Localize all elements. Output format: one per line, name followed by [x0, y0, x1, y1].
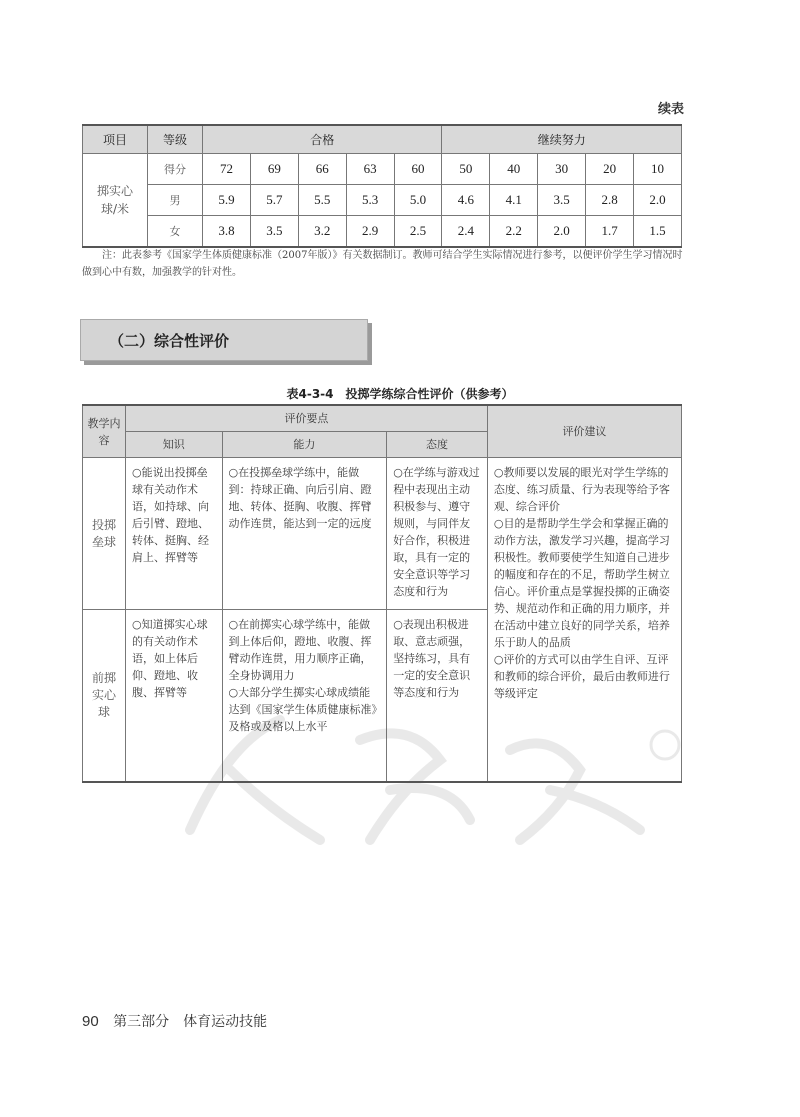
page-number: 90 [82, 1013, 99, 1030]
publisher-watermark [170, 700, 690, 860]
score-cell: 63 [346, 154, 394, 185]
male-cell: 5.0 [394, 185, 442, 216]
male-cell: 5.9 [203, 185, 251, 216]
header-ability: 能力 [222, 432, 387, 458]
header-keep-trying: 继续努力 [442, 125, 682, 154]
table-row [83, 154, 682, 185]
male-cell: 5.7 [250, 185, 298, 216]
female-cell: 2.9 [346, 216, 394, 248]
header-key-points: 评价要点 [126, 405, 488, 432]
score-cell: 40 [490, 154, 538, 185]
male-cell: 2.0 [634, 185, 682, 216]
score-cell: 60 [394, 154, 442, 185]
attitude-cell: ○表现出积极进取、意志顽强，坚持练习，具有一定的安全意识等态度和行为 [387, 610, 488, 782]
score-table [82, 124, 682, 248]
male-cell: 5.3 [346, 185, 394, 216]
row-label: 男 [148, 185, 203, 216]
content-label: 前掷实心球 [83, 610, 126, 782]
male-cell: 4.1 [490, 185, 538, 216]
male-cell: 2.8 [586, 185, 634, 216]
footer-text: 第三部分 体育运动技能 [113, 1014, 268, 1030]
attitude-cell: ○在学练与游戏过程中表现出主动积极参与、遵守规则，与同伴友好合作，积极进取，具有一定的安全意识等学习态度和行为 [387, 458, 488, 610]
row-label: 女 [148, 216, 203, 248]
female-cell: 2.2 [490, 216, 538, 248]
header-grade: 等级 [148, 125, 203, 154]
female-cell: 3.2 [298, 216, 346, 248]
header-attitude: 态度 [387, 432, 488, 458]
score-cell: 69 [250, 154, 298, 185]
header-item: 项目 [83, 125, 148, 154]
male-cell: 3.5 [538, 185, 586, 216]
table-caption: 表4-3-4 投掷学练综合性评价（供参考） [286, 387, 514, 401]
item-label: 掷实心球/米 [83, 154, 148, 248]
header-content: 教学内容 [83, 405, 126, 458]
header-pass: 合格 [203, 125, 442, 154]
female-cell: 3.8 [203, 216, 251, 248]
row-label: 得分 [148, 154, 203, 185]
male-cell: 4.6 [442, 185, 490, 216]
female-cell: 2.4 [442, 216, 490, 248]
male-cell: 5.5 [298, 185, 346, 216]
table-note: 注：此表参考《国家学生体质健康标准（2007年版）》有关数据制订。教师可结合学生实际情况进行参考，以便评价学生学习情况时做到心中有数，加强教学的针对性。 [82, 250, 683, 278]
suggestion-cell: ○教师要以发展的眼光对学生学练的态度、练习质量、行为表现等给予客观、综合评价 ○目的是帮助学生学会和掌握正确的动作方法，激发学习兴趣，提高学习积极性。教师要使学生知道自己进步的幅度和存在的不足，帮助学生树立信心。评价重点是掌握投掷的正确姿势、规范动作和正确的用力顺序，并在活动中建立良好的同学关系，培养乐于助人的品质 ○评价的方式可以由学生自评、互评和教师的综合评价，最后由教师进行等级评定 [487, 458, 681, 782]
female-cell: 2.5 [394, 216, 442, 248]
header-suggestion: 评价建议 [487, 405, 681, 458]
table-row [83, 216, 682, 248]
header-knowledge: 知识 [126, 432, 223, 458]
female-cell: 2.0 [538, 216, 586, 248]
score-cell: 10 [634, 154, 682, 185]
score-cell: 30 [538, 154, 586, 185]
female-cell: 3.5 [250, 216, 298, 248]
table-row [83, 185, 682, 216]
ability-cell: ○在前掷实心球学练中，能做到上体后仰，蹬地、收腹、挥臂动作连贯，用力顺序正确，全身协调用力 ○大部分学生掷实心球成绩能达到《国家学生体质健康标准》及格或及格以上水平 [222, 610, 387, 782]
evaluation-header-row [83, 405, 682, 432]
knowledge-cell: ○知道掷实心球的有关动作术语，如上体后仰、蹬地、收腹、挥臂等 [126, 610, 223, 782]
content-label: 投掷垒球 [83, 458, 126, 610]
female-cell: 1.7 [586, 216, 634, 248]
score-table-header-row [83, 125, 682, 154]
knowledge-cell: ○能说出投掷垒球有关动作术语，如持球、向后引臂、蹬地、转体、挺胸、经肩上、挥臂等 [126, 458, 223, 610]
score-cell: 66 [298, 154, 346, 185]
ability-cell: ○在投掷垒球学练中，能做到：持球正确、向后引肩、蹬地、转体、挺胸、收腹、挥臂动作连贯，能达到一定的远度 [222, 458, 387, 610]
score-cell: 72 [203, 154, 251, 185]
score-cell: 20 [586, 154, 634, 185]
continued-label: 续表 [657, 102, 684, 117]
table-row [83, 458, 682, 610]
page-footer [82, 1011, 267, 1031]
section-heading-box [80, 319, 368, 361]
section-title: （二）综合性评价 [109, 332, 230, 350]
score-cell: 50 [442, 154, 490, 185]
female-cell: 1.5 [634, 216, 682, 248]
